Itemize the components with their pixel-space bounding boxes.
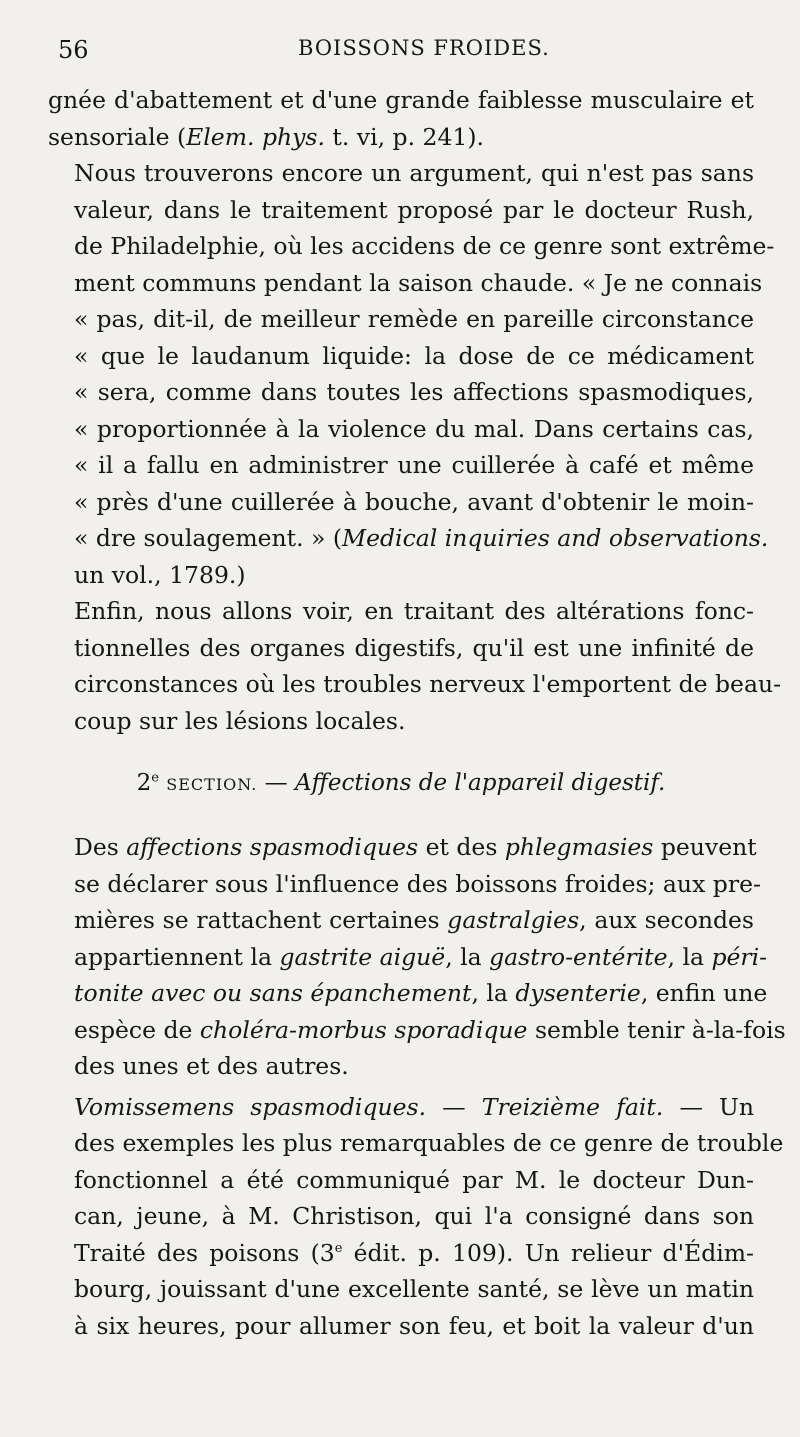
quote-line: « que le laudanum liquide: la dose de ce médicament — [74, 341, 754, 370]
case-label: Treizième fait. — [481, 1092, 664, 1121]
text-line: à six heures, pour allumer son feu, et boit la valeur d'un — [74, 1311, 754, 1340]
text-line: des unes et des autres. — [74, 1052, 349, 1080]
paragraph-4 — [48, 829, 786, 1085]
text-line: circonstances où les troubles nerveux l'emportent de beau- — [74, 670, 782, 698]
text-line: ment communs pendant la saison chaude. « Je ne connais — [74, 268, 763, 297]
quote-line: « près d'une cuillerée à bouche, avant d'obtenir le moin- — [74, 487, 754, 516]
text-line: bourg, jouissant d'une excellente santé, se lève un matin — [74, 1275, 754, 1303]
text-line: tionnelles des organes digestifs, qu'il est une infinité de — [74, 633, 754, 662]
body-text — [48, 82, 786, 1344]
text-line: valeur, dans le traitement proposé par le docteur Rush, — [74, 195, 754, 224]
text-line: tonite avec ou sans épanchement, la dysenterie, enfin une — [74, 979, 768, 1007]
paragraph-3 — [48, 593, 782, 739]
text-line: espèce de choléra-morbus sporadique semble tenir à-la-fois — [74, 1015, 786, 1044]
text-line: coup sur les lésions locales. — [74, 706, 406, 735]
text-line: can, jeune, à M. Christison, qui l'a consigné dans son — [74, 1202, 754, 1230]
subheading: Vomissemens spasmodiques. — [74, 1092, 427, 1121]
text-line: gnée d'abattement et d'une grande faiblesse musculaire et — [48, 86, 754, 114]
quote-line: « dre soulagement. » (Medical inquiries and observations. — [74, 524, 769, 552]
text-line: Nous trouverons encore un argument, qui n'est pas sans — [74, 159, 754, 187]
text-line: sensoriale (Elem. phys. t. vi, p. 241). — [48, 122, 484, 151]
section-title: Affections de l'appareil digestif. — [294, 770, 666, 796]
text-line: Enfin, nous allons voir, en traitant des altérations fonc- — [74, 597, 754, 625]
text-line: se déclarer sous l'influence des boissons froides; aux pre- — [74, 869, 761, 898]
text-line: Des affections spasmodiques et des phlegmasies peuvent — [74, 833, 757, 861]
text-line: de Philadelphie, où les accidens de ce genre sont extrême- — [74, 232, 775, 260]
citation-title: Medical inquiries and observations. — [342, 524, 769, 552]
text-line: un vol., 1789.) — [74, 560, 246, 589]
paragraph-1 — [48, 82, 754, 155]
text-line: des exemples les plus remarquables de ce genre de trouble — [74, 1129, 784, 1157]
page-number: 56 — [58, 36, 89, 64]
section-heading: 2e SECTION. — Affections de l'appareil digestif. — [136, 770, 666, 796]
running-head: BOISSONS FROIDES. — [298, 36, 550, 60]
text-line: mières se rattachent certaines gastralgies, aux secondes — [74, 906, 754, 934]
paragraph-2 — [48, 155, 775, 593]
citation-title: Elem. phys. — [186, 122, 325, 151]
paragraph-5 — [48, 1089, 784, 1345]
text-line: Vomissemens spasmodiques. — Treizième fait. — Un — [74, 1092, 754, 1121]
quote-line: « pas, dit-il, de meilleur remède en pareille circonstance — [74, 305, 754, 333]
quote-line: « il a fallu en administrer une cuillerée à café et même — [74, 451, 754, 479]
quote-line: « sera, comme dans toutes les affections spasmodiques, — [74, 378, 754, 406]
quote-line: « proportionnée à la violence du mal. Dans certains cas, — [74, 414, 754, 443]
text-line: Traité des poisons (3e édit. p. 109). Un relieur d'Édim- — [74, 1238, 754, 1267]
text-line: appartiennent la gastrite aiguë, la gastro-entérite, la péri- — [74, 942, 768, 971]
page-header — [58, 36, 760, 76]
section-label: SECTION. — [166, 775, 258, 794]
text-line: fonctionnel a été communiqué par M. le docteur Dun- — [74, 1165, 754, 1194]
